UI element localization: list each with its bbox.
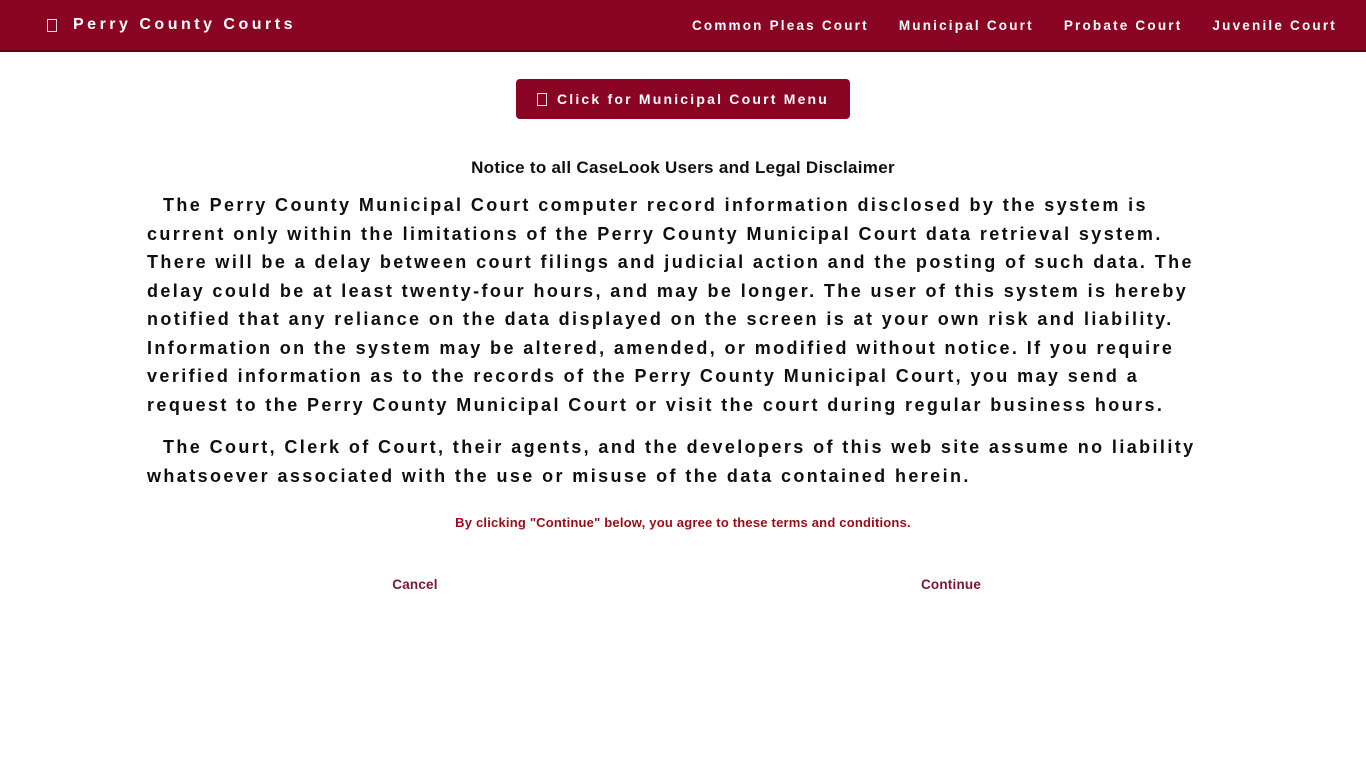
disclaimer-paragraph-1: The Perry County Municipal Court computer record information disclosed by the system is current only within the limitations of the Perry County Municipal Court data retrieval system. There will be a delay between court filings and judicial action and the posting of such data. The delay could be at least twenty-four hours, and may be longer. The user of this system is hereby notified that any reliance on the data displayed on the screen is at your own risk and liability. Information on the system may be altered, amended, or modified without notice. If you require verified information as to the records of the Perry County Municipal Court, you may send a request to the Perry County Municipal Court or visit the court during regular business hours. [147, 195, 1194, 415]
top-nav-bar [0, 0, 1366, 52]
main-nav [692, 18, 1337, 33]
cancel-link[interactable]: Cancel [392, 577, 438, 592]
continue-link[interactable]: Continue [920, 577, 982, 592]
missing-glyph-placeholder-icon [47, 19, 57, 32]
municipal-court-menu-button-label: Click for Municipal Court Menu [556, 91, 830, 107]
missing-glyph-placeholder-icon [537, 93, 547, 106]
disclaimer-heading: Notice to all CaseLook Users and Legal Disclaimer [471, 158, 895, 177]
nav-item-municipal-court[interactable]: Municipal Court [898, 17, 1034, 33]
cancel-cell [147, 576, 683, 594]
continue-cell [683, 576, 1219, 594]
municipal-court-menu-button[interactable] [516, 79, 850, 119]
main-content [0, 79, 1366, 594]
disclaimer-paragraph-2: The Court, Clerk of Court, their agents, and the developers of this web site assume no liability whatsoever associated with the use or misuse of the data contained herein. [147, 437, 1196, 486]
site-title: Perry County Courts [73, 16, 296, 33]
nav-item-juvenile-court[interactable]: Juvenile Court [1212, 17, 1337, 33]
disclaimer-body [147, 191, 1219, 594]
nav-item-common-pleas-court[interactable]: Common Pleas Court [691, 17, 869, 33]
agreement-notice: By clicking "Continue" below, you agree to these terms and conditions. [455, 515, 911, 530]
action-links-row [147, 576, 1219, 594]
menu-button-row [0, 79, 1366, 119]
nav-item-probate-court[interactable]: Probate Court [1063, 17, 1183, 33]
brand-home-link[interactable] [47, 16, 296, 34]
